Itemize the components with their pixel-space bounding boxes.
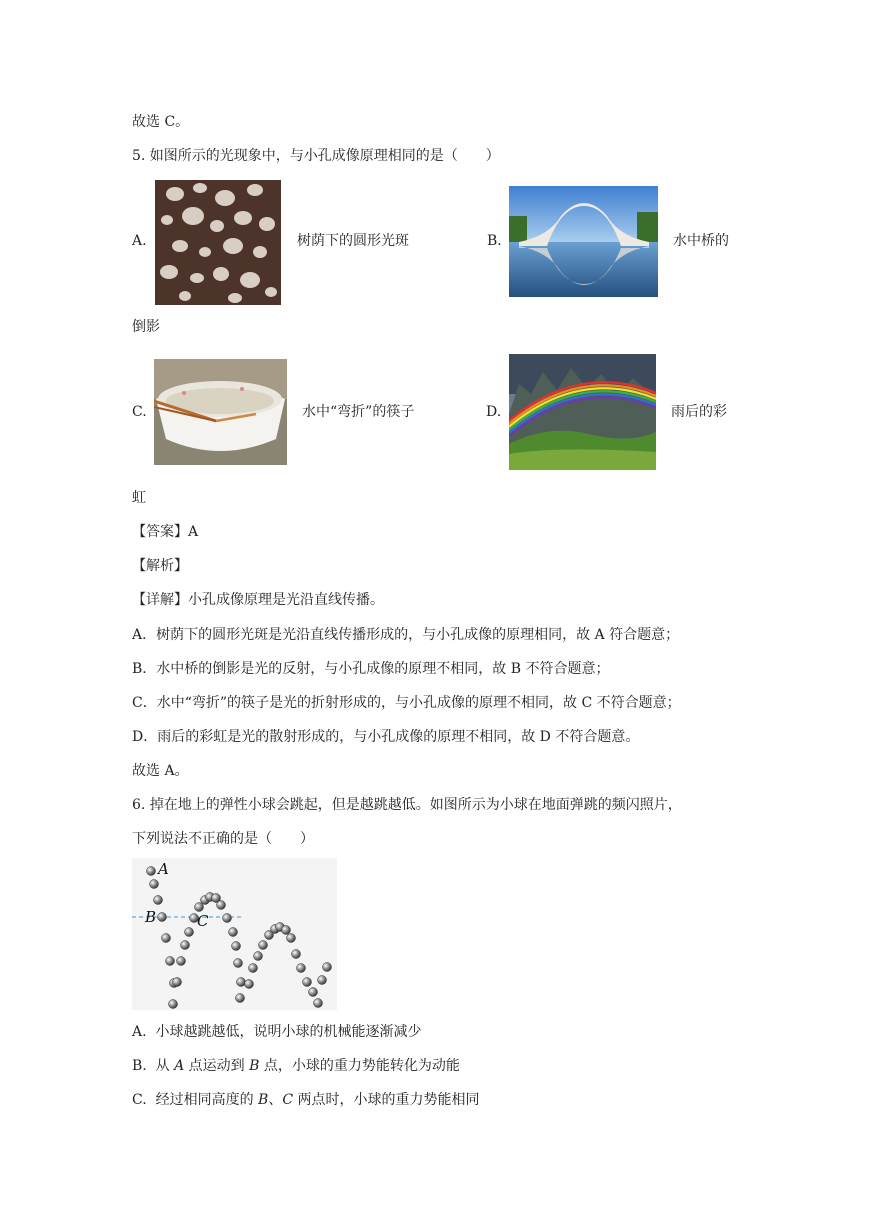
q5-explanation-c: C．水中“弯折”的筷子是光的折射形成的，与小孔成像的原理不相同，故 C 不符合题意； <box>132 695 681 711</box>
q5-option-b-caption: 水中桥的 <box>673 233 729 249</box>
q5-answer: 【答案】A <box>132 524 199 540</box>
figure-label-a: A <box>158 860 169 878</box>
q5-option-d-caption: 雨后的彩 <box>671 404 727 420</box>
q6-option-a-text: 小球越跳越低，说明小球的机械能逐渐减少 <box>155 1024 422 1040</box>
q5-option-b-caption-wrap: 倒影 <box>132 319 160 335</box>
q6-option-b-text-post: 点，小球的重力势能转化为动能 <box>259 1058 460 1074</box>
q5-explanation-d: D．雨后的彩虹是光的散射形成的，与小孔成像的原理不相同，故 D 不符合题意。 <box>132 729 640 745</box>
q6-option-a-letter: A. <box>132 1024 147 1040</box>
q5-option-a-caption: 树荫下的圆形光斑 <box>297 233 409 249</box>
q6-stem-line2: 下列说法不正确的是（ ） <box>132 831 314 847</box>
q6-option-c-text-mid: 、 <box>268 1092 283 1108</box>
q6-bouncing-ball-figure <box>132 858 337 1010</box>
q5-conclusion: 故选 A。 <box>132 763 189 779</box>
q6-option-b-text-pre: 从 <box>155 1058 175 1074</box>
q5-analysis-label: 【解析】 <box>132 558 188 574</box>
q6-option-c <box>132 1090 480 1110</box>
q6-option-c-text-post: 两点时，小球的重力势能相同 <box>293 1092 480 1108</box>
q5-option-a-image <box>155 180 281 305</box>
q6-option-c-var-2: C <box>282 1092 294 1108</box>
q6-stem-line1: 6. 掉在地上的弹性小球会跳起，但是越跳越低。如图所示为小球在地面弹跳的频闪照片， <box>132 797 682 813</box>
q5-option-c-image <box>154 359 287 465</box>
figure-label-b: B <box>145 908 157 926</box>
q6-option-b-var-1: A <box>174 1058 185 1074</box>
q5-option-c-letter: C. <box>132 404 147 420</box>
q5-detail: 【详解】小孔成像原理是光沿直线传播。 <box>132 592 384 608</box>
q6-option-b-letter: B. <box>132 1058 147 1074</box>
q5-stem: 5. 如图所示的光现象中，与小孔成像原理相同的是（ ） <box>132 148 500 164</box>
prev-conclusion: 故选 C。 <box>132 114 190 130</box>
q6-option-c-var-1: B <box>258 1092 269 1108</box>
figure-label-c: C <box>197 912 209 930</box>
q5-option-b-letter: B. <box>487 233 502 249</box>
q5-option-c-caption: 水中“弯折”的筷子 <box>302 404 415 420</box>
q5-explanation-b: B．水中桥的倒影是光的反射，与小孔成像的原理不相同，故 B 不符合题意； <box>132 661 610 677</box>
q5-option-b-image <box>509 186 658 297</box>
q5-option-d-letter: D. <box>486 404 502 420</box>
q6-option-c-text-pre: 经过相同高度的 <box>155 1092 259 1108</box>
q6-option-b <box>132 1056 460 1076</box>
chopsticks-in-bowl-image <box>154 359 287 465</box>
q6-option-a <box>132 1022 421 1042</box>
bridge-reflection-image <box>509 186 658 297</box>
q6-option-b-var-2: B <box>249 1058 260 1074</box>
q5-option-d-image <box>509 354 656 470</box>
rainbow-mountains-image <box>509 354 656 470</box>
q6-option-c-letter: C. <box>132 1092 147 1108</box>
q6-option-b-text-mid: 点运动到 <box>184 1058 250 1074</box>
q5-option-d-caption-wrap: 虹 <box>132 490 146 506</box>
q5-option-a-letter: A. <box>132 233 147 249</box>
tree-shade-light-spots-image <box>155 180 281 305</box>
q5-explanation-a: A．树荫下的圆形光斑是光沿直线传播形成的，与小孔成像的原理相同，故 A 符合题意； <box>132 627 680 643</box>
